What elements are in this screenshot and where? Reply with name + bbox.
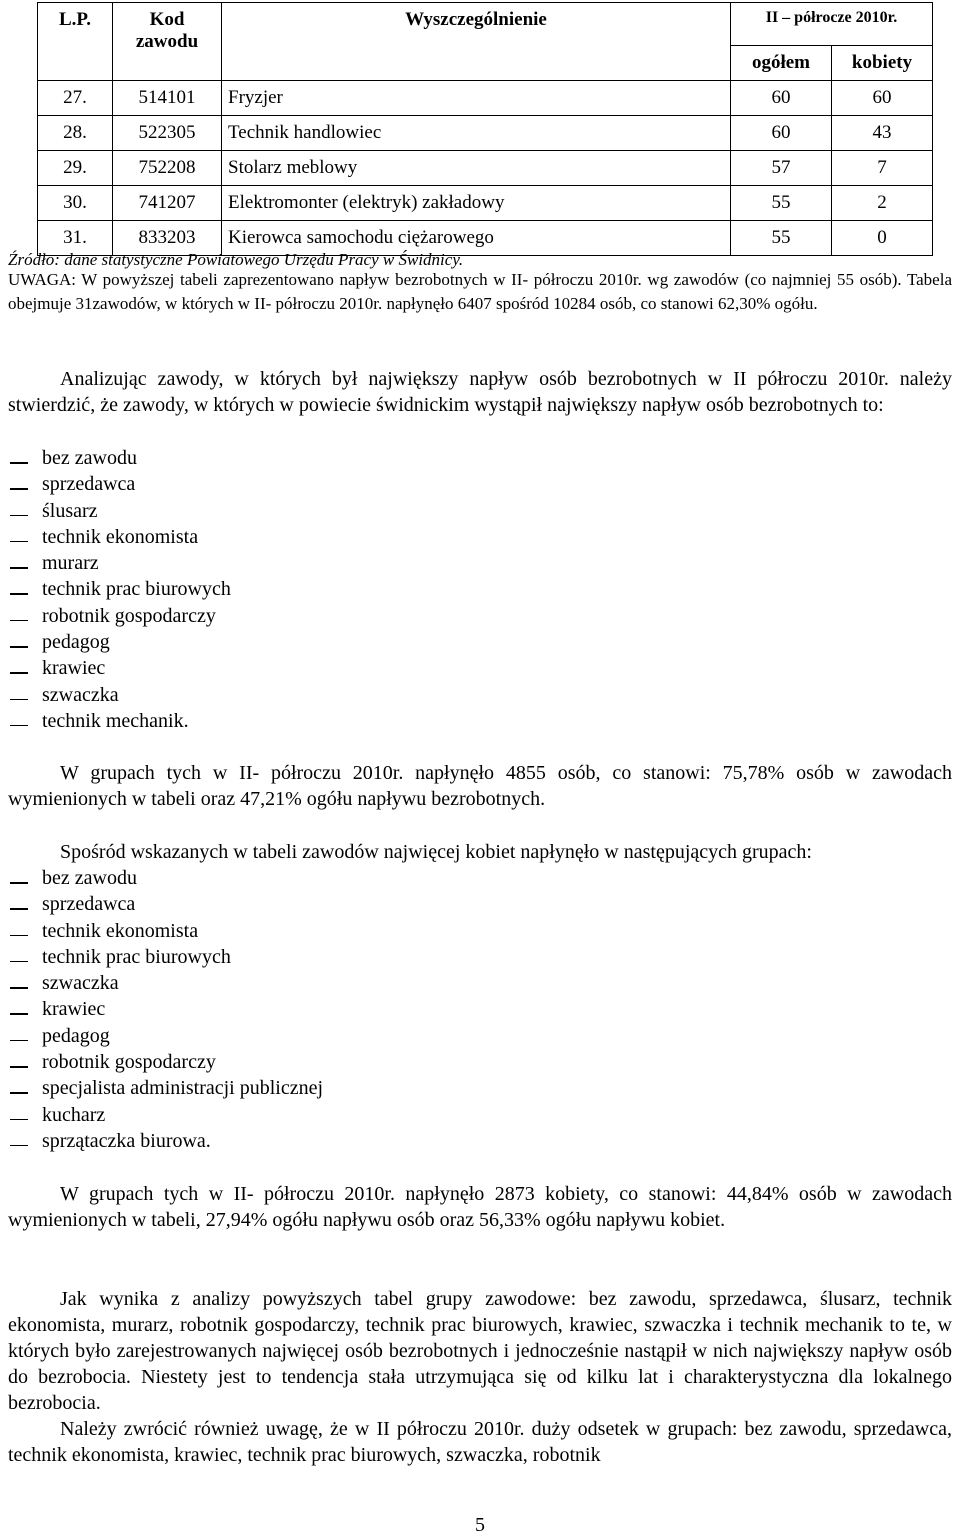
cell-name: Fryzjer [222, 81, 731, 116]
paragraph-women-intro: Spośród wskazanych w tabeli zawodów najwięcej kobiet napłynęło w następujących grupach: [60, 841, 812, 863]
paragraph-groups-total: W grupach tych w II- półroczu 2010r. napłynęło 4855 osób, co stanowi: 75,78% osób w zawodach wymienionych w tabeli oraz 47,21% ogółu napływu bezrobotnych. [8, 762, 952, 810]
cell-kod: 514101 [113, 81, 222, 116]
list-item: bez zawodu [8, 865, 323, 891]
table-note: UWAGA: W powyższej tabeli zaprezentowano napływ bezrobotnych w II- półroczu 2010r. wg zawodów (co najmniej 55 osób). Tabela obejmuje 31zawodów, w których w II- półroczu 2010r. napłynęło 6407 spośród 10284 osób, co stanowi 62,30% ogółu. [8, 270, 952, 313]
cell-lp: 29. [38, 151, 113, 186]
cell-name: Stolarz meblowy [222, 151, 731, 186]
table-row [38, 151, 933, 186]
list-top-inflow [8, 445, 231, 734]
list-item: krawiec [8, 996, 323, 1022]
list-women-inflow [8, 865, 323, 1154]
list-item: robotnik gospodarczy [8, 1049, 323, 1075]
list-item: robotnik gospodarczy [8, 603, 231, 629]
cell-kod: 833203 [113, 221, 222, 256]
cell-women: 2 [832, 186, 933, 221]
list-item: technik prac biurowych [8, 576, 231, 602]
header-kod: Kod zawodu [113, 3, 222, 81]
list-item: technik ekonomista [8, 524, 231, 550]
list-item: murarz [8, 550, 231, 576]
list-item: technik prac biurowych [8, 944, 323, 970]
cell-total: 55 [731, 186, 832, 221]
header-name: Wyszczególnienie [222, 3, 731, 81]
header-total: ogółem [731, 46, 832, 81]
cell-women: 60 [832, 81, 933, 116]
list-item: specjalista administracji publicznej [8, 1075, 323, 1101]
list-item: krawiec [8, 655, 231, 681]
cell-women: 0 [832, 221, 933, 256]
list-item: sprzątaczka biurowa. [8, 1128, 323, 1154]
list-item: technik mechanik. [8, 708, 231, 734]
list-item: szwaczka [8, 970, 323, 996]
list-item: technik ekonomista [8, 918, 323, 944]
cell-women: 43 [832, 116, 933, 151]
list-item: sprzedawca [8, 471, 231, 497]
list-item: pedagog [8, 1023, 323, 1049]
occupation-table [37, 2, 933, 256]
cell-lp: 31. [38, 221, 113, 256]
cell-total: 60 [731, 116, 832, 151]
paragraph-analysis: Analizując zawody, w których był największy napływ osób bezrobotnych w II półroczu 2010r. należy stwierdzić, że zawody, w których w powiecie świdnickim wystąpił największy napływ osób bezrobotnych to: [8, 368, 952, 416]
paragraph-groups-women: W grupach tych w II- półroczu 2010r. napłynęło 2873 kobiety, co stanowi: 44,84% osób w zawodach wymienionych w tabeli, 27,94% ogółu napływu osób oraz 56,33% ogółu napływu kobiet. [8, 1183, 952, 1231]
cell-lp: 28. [38, 116, 113, 151]
cell-kod: 752208 [113, 151, 222, 186]
cell-name: Technik handlowiec [222, 116, 731, 151]
cell-lp: 27. [38, 81, 113, 116]
table-row [38, 81, 933, 116]
cell-name: Elektromonter (elektryk) zakładowy [222, 186, 731, 221]
paragraph-note: Należy zwrócić również uwagę, że w II półroczu 2010r. duży odsetek w grupach: bez zawodu, sprzedawca, technik ekonomista, krawiec, technik prac biurowych, szwaczka, robotnik [8, 1418, 952, 1466]
list-item: pedagog [8, 629, 231, 655]
cell-total: 60 [731, 81, 832, 116]
list-item: kucharz [8, 1102, 323, 1128]
header-lp: L.P. [38, 3, 113, 81]
cell-kod: 741207 [113, 186, 222, 221]
list-item: sprzedawca [8, 891, 323, 917]
paragraph-conclusion: Jak wynika z analizy powyższych tabel grupy zawodowe: bez zawodu, sprzedawca, ślusarz, technik ekonomista, murarz, robotnik gospodarczy, technik prac biurowych, krawiec, szwaczka i technik mechanik to te, w których było zarejestrowanych najwięcej osób bezrobotnych i jednocześnie nastąpił w nich największy napływ osób do bezrobocia. Niestety jest to tendencja stała utrzymująca się od kilku lat i charakterystyczna dla lokalnego bezrobocia. [8, 1288, 952, 1414]
cell-total: 55 [731, 221, 832, 256]
header-women: kobiety [832, 46, 933, 81]
cell-women: 7 [832, 151, 933, 186]
table-row [38, 116, 933, 151]
list-item: szwaczka [8, 682, 231, 708]
cell-kod: 522305 [113, 116, 222, 151]
header-semester: II – półrocze 2010r. [731, 3, 933, 46]
cell-name: Kierowca samochodu ciężarowego [222, 221, 731, 256]
cell-lp: 30. [38, 186, 113, 221]
list-item: ślusarz [8, 498, 231, 524]
table-row [38, 186, 933, 221]
list-item: bez zawodu [8, 445, 231, 471]
page-number: 5 [475, 1514, 485, 1536]
cell-total: 57 [731, 151, 832, 186]
source-note: Źródło: dane statystyczne Powiatowego Urzędu Pracy w Świdnicy. [8, 250, 464, 269]
